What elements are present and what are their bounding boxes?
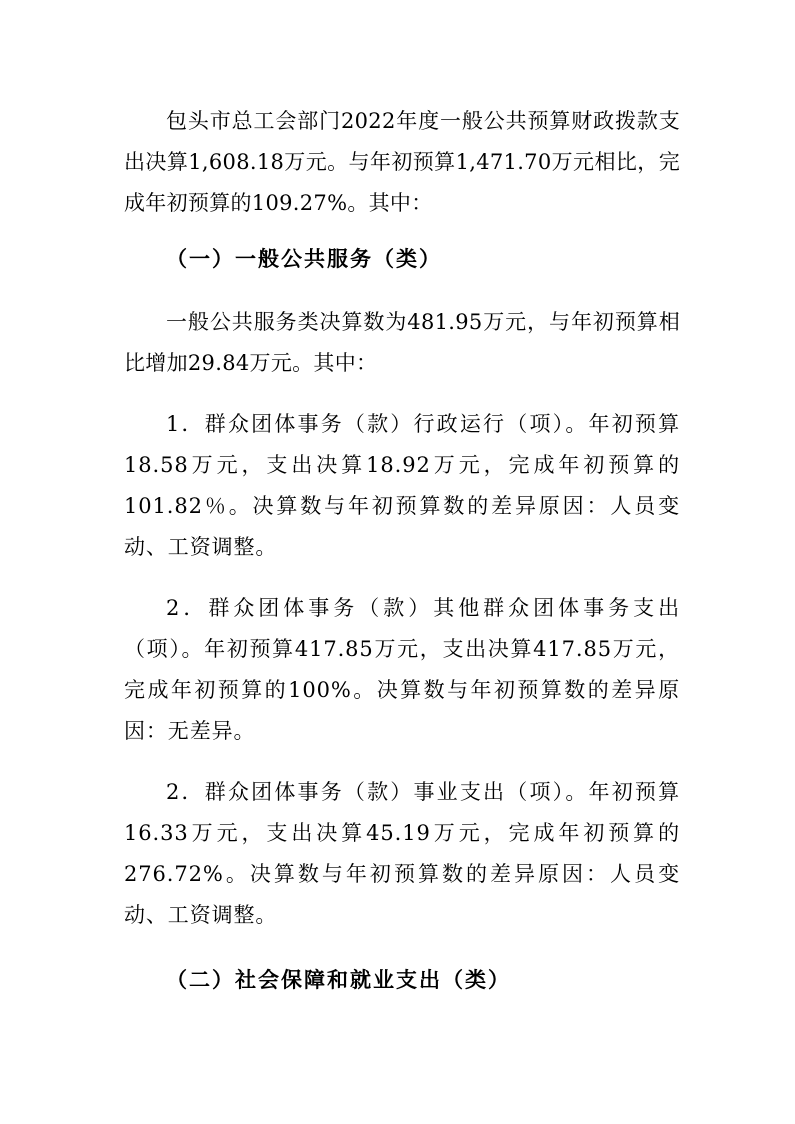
intro-paragraph: 包头市总工会部门2022年度一般公共预算财政拨款支出决算1,608.18万元。与年初预算1,471.70万元相比，完成年初预算的109.27%。其中： [124, 109, 680, 215]
section-heading-social-security-employment: （二）社会保障和就业支出（类） [166, 967, 511, 992]
section-heading-general-public-services: （一）一般公共服务（类） [166, 246, 442, 271]
item-institutional-expenditure: 2．群众团体事务（款）事业支出（项）。年初预算16.33万元，支出决算45.19万元，完成年初预算的276.72%。决算数与年初预算数的差异原因：人员变动、工资调整。 [124, 780, 680, 927]
item-administrative-operation: 1．群众团体事务（款）行政运行（项）。年初预算18.58万元，支出决算18.92万元，完成年初预算的101.82％。决算数与年初预算数的差异原因：人员变动、工资调整。 [124, 412, 680, 559]
general-public-services-summary: 一般公共服务类决算数为481.95万元，与年初预算相比增加29.84万元。其中： [124, 310, 680, 375]
item-other-mass-organization-expenditure: 2．群众团体事务（款）其他群众团体事务支出（项）。年初预算417.85万元，支出决算417.85万元，完成年初预算的100%。决算数与年初预算数的差异原因：无差异。 [124, 596, 680, 743]
